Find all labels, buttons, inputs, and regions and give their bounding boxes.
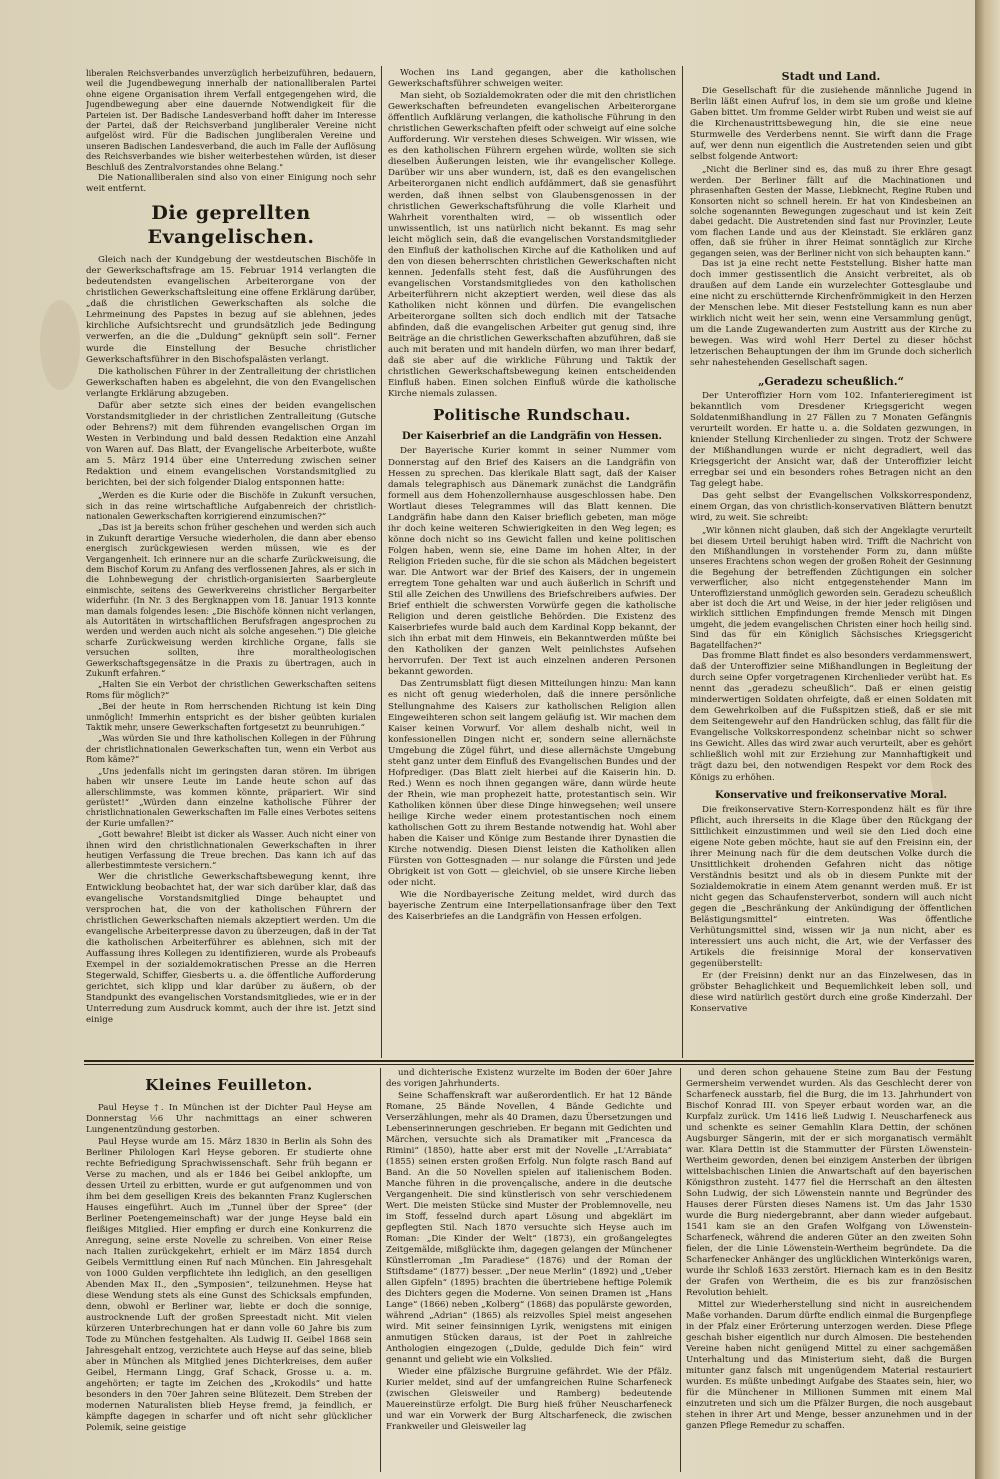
intro-paragraph-2: Die Nationalliberalen sind also von einer Einigung noch sehr weit entfernt. xyxy=(86,173,376,195)
paragraph: Seine Schaffenskraft war außerordentlich. Er hat 12 Bände Romane, 25 Bände Novellen, 4 Bände Gedichte und Verserzählungen, mehr als 40 Dramen, dazu Übersetzungen und Lebenserinnerungen geschrieben. Er begann mit Gedichten und Märchen, versuchte sich als Dramatiker mit „Francesca da Rimini“ (1850), hatte aber erst mit der Novelle „L'Arrabiata“ (1855) seinen ersten großen Erfolg. Nun folgte rasch Band auf Band. An die 50 Novellen spielen auf italienischem Boden. Manche führen in die provençalische, andere in die deutsche Vergangenheit. Die sind künstlerisch von sehr verschiedenem Wert. Die meisten Stücke sind Muster der Problemnovelle, neu im Stoff, fesselnd durch apart Lösung und abgeklärt im gepflegten Stil. Nach 1870 versuchte sich Heyse auch im Roman: „Die Kinder der Welt“ (1873), ein großangelegtes Zeitgemälde, mißglückte ihm, dagegen gelangen der Münchener Künstlerroman „Im Paradiese“ (1876) und der Roman der Stiftsdame“ (1877) besser. „Der neue Merlin“ (1892) und „Ueber allen Gipfeln“ (1895) brachten die übertriebene heftige Polemik des Dichters gegen die Moderne. Von seinen Dramen ist „Hans Lange“ (1866) neben „Kolberg“ (1868) das populärste geworden, während „Adrian“ (1865) als reizvolles Spiel meist angesehen wird. Mit seiner feinsinnigen Lyrik, wenigstens mit einigen anmutigen Stücken daraus, ist der Poet in zahlreiche Anthologien eingezogen („Dulde, gedulde Dich fein“ wird genannt und geliebt wie ein Volkslied. xyxy=(386,1091,672,1365)
intro-paragraph: liberalen Reichsverbandes unverzüglich herbeizuführen, bedauern, weil die Jugendbewegung innerhalb der nationalliberalen Partei ohne eigene Organisation ihrem Verfall entgegengehen wird, die Jugendbewegung aber eine dauernde Notwendigkeit für die Parteien ist. Der Badische Landesverband hofft daher im Interesse der Partei, daß der Reichsverband jungliberaler Vereine nicht aufgelöst wird. Für die Badischen jungliberalen Vereine und unseren Badischen Landesverband, die auch im Falle der Auflösung des Reichsverbandes wie bisher weiterbestehen würden, ist dieser Beschluß des Zentralvorstandes ohne Belang." xyxy=(86,68,376,172)
paragraph: „Das ist ja bereits schon früher geschehen und werden sich auch in Zukunft derartige Versuche wiederholen, die dann aber ebenso energisch zurückgewiesen werden müssen, wie es der Vergangenheit. Ich erinnere nur an die scharfe Zurückweisung, die dem Bischof Korum zu Anfang des verflossenen Jahres, als er sich in die Lohnbewegung der christlich-organisierten Saarbergleute einmischte, seitens des Gewerkvereins christlicher Bergarbeiter widerfuhr. (In Nr. 3 des Bergknappen vom 18. Januar 1913 konnte man damals folgendes lesen: „Die Bischöfe können nicht verlangen, als Autoritäten in wirtschaftlichen Berufsfragen angesprochen zu werden und werden auch nicht als solche angesehen.“) Die gleiche scharfe Zurückweisung werden kirchliche Organe, falls sie versuchen sollten, ihre moraltheologischen Gewerkschaftsgegensätze in die Praxis zu übertragen, auch in Zukunft erfahren.“ xyxy=(86,522,376,679)
article-body xyxy=(388,68,676,400)
paragraph: und deren schon gehauene Steine zum Bau der Festung Germersheim verwendet wurden. Als das Geschlecht derer von Scharfeneck ausstarb, fiel die Burg, die im 13. Jahrhundert von Bischof Konrad III. von Speyer erbaut worden war, an die Kurpfalz zurück. Um 1416 ließ Ludwig I. Neuscharfeneck aus und schenkte es seiner Gemahlin Klara Dettin, der schönen Augsburger Sängerin, mit der er sich morganatisch vermählt war. Klara Dettin ist die Stammutter der Fürsten Löwenstein-Wertheim geworden, denen bei einzigem Ansterben der übrigen wittelsbachischen Linien die Anwartschaft auf den bayerischen Königsthron zusteht. 1477 fiel die Herrschaft an den ältesten Sohn Ludwig, der sich Löwenstein nannte und Begründer des Hauses derer Fürsten dieses Namens ist. Um das Jahr 1530 wurde die Burg niedergebrannt, aber dann wieder aufgebaut. 1541 kam sie an den Grafen Wolfgang von Löwenstein-Scharfeneck, während die anderen Güter an den zweiten Sohn fielen, der die Linie Löwenstein-Wertheim begründete. Da die Scharfenecker Anhänger des unglücklichen Winterkönigs waren, wurde ihr Schloß 1633 zerstört. Hiernach kam es in den Besitz der Grafen von Wertheim, die es bis zur französischen Revolution behielt. xyxy=(686,1068,972,1298)
feuilleton-divider xyxy=(84,1060,974,1062)
headline-feuilleton: Kleines Feuilleton. xyxy=(145,1076,313,1094)
article-body xyxy=(690,805,972,1016)
headline-moral: Konservative und freikonservative Moral. xyxy=(714,789,948,801)
paragraph: Wer die christliche Gewerkschaftsbewegung kennt, ihre Entwicklung beobachtet hat, der war sich darüber klar, daß das evangelische Vorstandsmitglied Dinge behauptet und versprochen hat, die von der katholischen Führern der christlichen Gewerkschaften niemals akzeptiert werden. Um die evangelische Arbeiterpresse davon zu überzeugen, daß in der Tat die katholischen Arbeiterführer es ablehnen, sich mit der Auffassung ihres Kollegen zu identifizieren, wurde als Probeaufs Exempel in der sozialdemokratischen Presse an die Herren Stegerwald, Schiffer, Giesberts u. a. die öffentliche Aufforderung gerichtet, sich klipp und klar darüber zu äußern, ob der Standpunkt des evangelischen Vorstandsmitgliedes, wie er in der Unterredung zum Ausdruck kommt, auch der ihre ist. Jetzt sind einige xyxy=(86,871,376,1026)
paragraph: Dafür aber setzte sich eines der beiden evangelischen Vorstandsmitglieder in der christlichen Zentralleitung (Gutsche oder Behrens?) mit dem führenden evangelischen Organ im Westen in Verbindung und bald dessen Redaktion eine Anzahl von Waren auf. Das Blatt, der Evangelische Arbeiterbote, wußte am 5. März 1914 über eine Unterredung zwischen seiner Redaktion und einem evangelischen Vorstandsmitglied zu berichten, bei der sich folgender Dialog entsponnen hatte: xyxy=(86,400,376,489)
feuilleton-body xyxy=(686,1068,972,1432)
paragraph: Die katholischen Führer in der Zentralleitung der christlichen Gewerkschaften haben es abgelehnt, die von den Evangelischen verlangte Erklärung abzugeben. xyxy=(86,366,376,399)
paragraph: Er (der Freisinn) denkt nur an das Einzelwesen, das in gröbster Behaglichkeit und Bequemlichkeit leben soll, und diese wird natürlich gestört durch eine große Kinderzahl. Der Konservative xyxy=(690,971,972,1015)
paper-stain xyxy=(40,300,80,390)
paragraph: Man sieht, ob Sozialdemokraten oder die mit den christlichen Gewerkschaften befreundeten evangelischen Arbeiterorgane öffentlich Aufklärung verlangen, die katholische Führung in den christlichen Gewerkschaften pfeift oder schweigt auf eine solche Aufforderung. Wir verstehen dieses Schweigen. Wir wissen, wie es den katholischen Führern ergehen würde, wollten sie sich dieselben Äußerungen leisten, wie ihr evangelischer Kollege. Darüber wir uns aber wundern, ist, daß es den evangelischen Arbeiterorganen nicht endlich aufdämmert, daß sie genasführt werden, daß ihnen selbst von Glaubensgenossen in der christlichen Gewerkschaftsführung die volle Klarheit und Wahrheit vorenthalten wird, — ob wissentlich oder unwissentlich, ist uns natürlich nicht bekannt. Es mag sehr leicht möglich sein, daß die evangelischen Vorstandsmitglieder den Einfluß der katholischen Kirche auf die Katholiken und auf den von diesen beherrschten christlichen Gewerkschaften nicht kennen. Jedenfalls steht fest, daß die Ausführungen des evangelischen Vorstandsmitgliedes von den katholischen Arbeiterführern nicht akzeptiert werden, weil diese das als Katholiken nicht können und dürfen. Die evangelischen Arbeiterorgane sollten sich doch endlich mit der Tatsache abfinden, daß die evangelischen Arbeiter gut genug sind, ihre Beiträge an die christlichen Gewerkschaften abzuführen, daß sie auch mit beraten und mit handeln dürfen, wo man ihrer bedarf, daß sie aber auf die wirkliche Führung und Taktik der christlichen Gewerkschaftsbewegung keinen entscheidenden Einfluß haben. Einen solchen Einfluß würde die katholische Kirche niemals zulassen. xyxy=(388,91,676,400)
paragraph: Der Unteroffizier Horn vom 102. Infanterieregiment ist bekanntlich vom Dresdener Kriegsgericht wegen Soldatenmißhandlung in 27 Fällen zu 7 Monaten Gefängnis verurteilt worden. Er hatte u. a. die Soldaten gezwungen, in kniender Stellung Kirchenlieder zu singen. Trotz der Schwere der Mißhandlungen wurde er nicht degradiert, weil das Kriegsgericht der Ansicht war, daß der Unteroffizier leicht erregbar sei und ein besonders rohes Betragen nicht an den Tag gelegt habe. xyxy=(690,390,972,489)
paragraph: „Halten Sie ein Verbot der christlichen Gewerkschaften seitens Roms für möglich?“ xyxy=(86,679,376,700)
headline-geprellten: Die geprellten Evangelischen. xyxy=(147,202,315,249)
subhead-kaiserbrief: Der Kaiserbrief an die Landgräfin von Hessen. xyxy=(401,431,663,443)
feuilleton-column-3 xyxy=(686,1068,972,1471)
paragraph: Mittel zur Wiederherstellung sind nicht in ausreichendem Maße vorhanden. Darum dürfte endlich einmal die Burgenpflege in der Pfalz einer Erörterung unterzogen werden. Diese Pflege geschah bisher eigentlich nur durch Almosen. Die bestehenden Vereine haben nicht genügend Mittel zu einer sachgemäßen Unterhaltung und das Ministerium sieht, daß die Burgen mitunter ganz falsch mit ungenügendem Material restauriert wurden. Es müßte unbedingt Aufgabe des Staates sein, hier, wo für die Münchener in Millionen Summen mit einem Mal einzutreten und sich um die Pfälzer Burgen, die noch ausgebaut stehen in ihrer Art und Menge, besser anzunehmen und in der ganzen Pflege Remedur zu schaffen. xyxy=(686,1300,972,1431)
column-divider xyxy=(381,66,382,1058)
paragraph: Das geht selbst der Evangelischen Volkskorrespondenz, einem Organ, das von christlich-konservativen Blättern benutzt wird, zu weit. Sie schreibt: xyxy=(690,490,972,524)
paragraph: Die freikonservative Stern-Korrespondenz hält es für ihre Pflicht, auch ihrerseits in die Klage über den Rückgang der Sittlichkeit einzustimmen und weil sie den Lied doch eine eigene Note geben möchte, haut sie auf den Freisinn ein, der ihrer Meinung nach für die dem deutschen Volke durch die Unsittlichkeit drohenden Gefahren nicht das nötige Verständnis besitzt und als ob in diesem Punkte mit der Sozialdemokratie in einem Atem genannt werden muß. Er ist nicht gegen das Schaufensterverbot, sondern will auch nicht gegen die „Beschränkung der Ankündigung der öffentlichen Belästigungsmittel“ eintreten. Was öffentliche Verhütungsmittel sind, wissen wir ja nun nicht, aber es interessiert uns auch nicht, die Art, wie der Verfasser des Artikels die freisinnige Moral der konservativen gegenüberstellt: xyxy=(690,804,972,970)
paragraph: Wochen ins Land gegangen, aber die katholischen Gewerkschaftsführer schweigen weiter. xyxy=(388,68,676,90)
feuilleton-body xyxy=(386,1068,672,1433)
paragraph: „Bei der heute in Rom herrschenden Richtung ist kein Ding unmöglich! Immerhin entspricht es der bisher geübten kurialen Taktik mehr, unsere Gewerkschaften fortgesetzt zu beunruhigen.“ xyxy=(86,701,376,733)
headline-stadt-und-land: Stadt und Land. xyxy=(781,70,881,83)
paragraph: „Uns jedenfalls nicht im geringsten daran stören. Im übrigen haben wir unsere Leute im Lande heute schon auf das allerschlimmste, was kommen könnte, präpariert. Wir sind gerüstet!“ „Würden dann einzelne katholische Führer der christlichnationalen Gewerkschaften im Falle eines Verbotes seitens der Kurie umfallen?“ xyxy=(86,765,376,828)
paragraph: Die Gesellschaft für die zusiehende männliche Jugend in Berlin läßt einen Aufruf los, in dem sie um große und kleine Gaben bittet. Um fromme Gelder wirbt Ruben und weist sie auf die Kirchenaustrittsbewegung hin, die sie eine neue Sturmwelle des Verderbens nennt. Sie wirft dann die Frage auf, wer denn nun eigentlich die Austretenden seien und gibt selbst folgende Antwort: xyxy=(690,86,972,163)
paragraph: Das ist ja eine recht nette Feststellung. Bisher hatte man doch immer gestissentlich die Ansicht verbreitet, als ob draußen auf dem Lande ein wurzelechter Gottesglaube und eine nicht zu erschütternde Kirchenfrömmigkeit in den Herzen der Menschen lebe. Mit dieser Feststellung kann es nun aber wirklich nicht weit her sein, wenn eine Versammlung genügt, um die Lande Zugewanderten zum Austritt aus der Kirche zu bewegen. Was wird wohl Herr Dertel zu dieser höchst letzerischen Behauptungen der ihm im Grunde doch sicherlich sehr nahestehenden Gesellschaft sagen. xyxy=(690,259,972,369)
article-body xyxy=(690,391,972,784)
column-divider xyxy=(682,66,683,1058)
paragraph: Paul Heyse wurde am 15. März 1830 in Berlin als Sohn des Berliner Philologen Karl Heyse geboren. Er studierte ohne rechte Befriedigung Sprachwissenschaft. Sehr früh begann er Verse zu machen, und als er 1846 bei Geibel anklopfte, um dessen Urteil zu erbitten, wurde er gut aufgenommen und von ihm bei dem geselligen Kreis des bekannten Franz Kuglerschen Hauses eingeführt. Auch im „Tunnel über der Spree“ (der Berliner Poetengemeinschaft) war der junge Heyse bald ein fleißiges Mitglied. Hier empfing er durch eine Konkurrenz die Anregung, seine erste Novelle zu schreiben. Von einer Reise nach Italien zurückgekehrt, erhielt er im März 1854 durch Geibels Vermittlung einen Ruf nach München. Ein Jahresgehalt von 1000 Gulden verpflichtete ihn lediglich, an den geselligen Abenden Max II., den „Symposien“, teilzunehmen. Heyse hat diese Wendung stets als eine Gunst des Schicksals empfunden, denn, obwohl er Berliner war, liebte er doch die sonnige, austrocknende Luft der großen Spreestadt nicht. Mit vielen kürzeren Unterbrechungen hat er dann volle 60 Jahre bis zum Tode zu München festgehalten. Als Ludwig II. Geibel 1868 sein Jahresgehalt entzog, verzichtete auch Heyse auf das seine, blieb aber in München als Mitglied jenes Dichterkreises, dem außer Geibel, Hermann Lingg, Graf Schack, Grosse u. a. m. angehörten; er tagte im Zeichen des „Krokodils“ und hatte besonders in den 70er Jahren seine Blütezeit. Dem Streben der modernen Naturalisten blieb Heyse fremd, ja feindlich, er kämpfte dagegen in scharfer und oft nicht sehr glücklicher Polemik, seine geistige xyxy=(86,1137,372,1433)
paragraph: Wie die Nordbayerische Zeitung meldet, wird durch das bayerische Zentrum eine Interpellationsanfrage über den Text des Kaiserbriefes an die Landgräfin von Hessen erfolgen. xyxy=(388,890,676,923)
paragraph: Der Bayerische Kurier kommt in seiner Nummer vom Donnerstag auf den Brief des Kaisers an die Landgräfin von Hessen zu sprechen. Das klerikale Blatt sagt, daß der Kaiser damals telegraphisch aus Dänemark zunächst die Landgräfin formell aus dem Hohenzollernhause ausgeschlossen habe. Den Wortlaut dieses Telegrammes will das Blatt kennen. Die Landgräfin habe dann den Kaiser brieflich gebeten, man möge ihr doch keine weiteren Schwierigkeiten in den Weg legen; es könne doch nicht so ins Gewicht fallen und keine politischen Folgen haben, wenn sie, eine Dame im hohen Alter, in der Religion Frieden suche, für die sie schon als Mädchen begeistert war. Die Antwort war der Brief des Kaisers, der in ungemein erregtem Tone gehalten war und auch äußerlich in Schrift und Stil alle Zeichen des Unwillens des Briefschreibers aufwies. Der Brief enthielt die schwersten Vorwürfe gegen die katholische Religion und deren geistliche Behörden. Die Existenz des Kaiserbriefes wurde bald auch dem Kardinal Kopp bekannt, der sich ihn erbat mit dem Hinweis, ein Bekanntwerden müßte bei den Katholiken der ganzen Welt peinlichstes Aufsehen hervorrufen. Der Text ist auch einzelnen anderen Personen bekannt geworden. xyxy=(388,446,676,678)
paragraph: „Nicht die Berliner sind es, das muß zu ihrer Ehre gesagt werden. Der Berliner fällt auf die Machinationen und phrasenhaften Gesten der Masse, Liebknecht, Regine Ruben und Konsorten nicht so schnell herein. Er hat von Kindesbeinen an solche sogenannten Bewegungen zugeschaut und ist kein Zeit dabei gedacht. Die Austretenden sind fast nur Provinzler, Leute vom flachen Lande und aus der Kleinstadt. Sie erklären ganz offen, daß sie früher in ihrer Heimat sonntäglich zur Kirche gegangen seien, was der Berliner nicht von sich behaupten kann.“ xyxy=(690,164,972,258)
column-divider xyxy=(680,1068,681,1472)
feuilleton-column-1 xyxy=(86,1076,372,1471)
paragraph: Das Zentrumsblatt fügt diesen Mitteilungen hinzu: Man kann es nicht oft genug wiederholen, daß die innere persönliche Stellungnahme des Kaisers zur katholischen Religion allen Eingeweihteren schon seit langem geläufig ist. Wir machen dem Kaiser keinen Vorwurf. Vor allem deshalb nicht, weil in konfessionellen Dingen nicht er, sondern seine allernächste Umgebung die Zügel führt, und diese allernächste Umgebung steht ganz unter dem Einfluß des Evangelischen Bundes und der Hofprediger. (Das Blatt zielt hierbei auf die Kaiserin hin. D. Red.) Wenn es noch ihnen gegangen wäre, dann würde heute der Rhein, wie man prophezeit hatte, protestantisch sein. Wir Katholiken können über diese Dinge hinwegsehen; weil unsere heilige Kirche weder einem protestantischen noch einem katholischen Gott zu ihrem Bestande notwendig hat. Wohl aber haben die Kaiser und Könige zum Bestande ihrer Dynastien die Kirche notwendig. Diesen Dienst leisten die Katholiken allen Fürsten von Gottesgnaden — nur solange die Fürsten und jede Obrigkeit ist von Gott — gleichviel, ob sie unsere Kirche lieben oder nicht. xyxy=(388,679,676,889)
headline-scheusslich: „Geradezu scheußlich.“ xyxy=(758,374,904,388)
paragraph: „Werden es die Kurie oder die Bischöfe in Zukunft versuchen, sich in das reine wirtschaftliche Aufgabenreich der christlich-nationalen Gewerkschaften korrigierend einzumischen?“ xyxy=(86,490,376,521)
paragraph: Wieder eine pfälzische Burgruine gefährdet. Wie der Pfälz. Kurier meldet, sind auf der umfangreichen Ruine Scharfeneck (zwischen Gleisweiler und Ramberg) bedeutende Mauereinstürze erfolgt. Die Burg hieß früher Neuscharfeneck und war ein Vorwerk der Burg Altscharfeneck, die zwischen Frankweiler und Gleisweiler lag xyxy=(386,1367,672,1432)
page-binding-edge xyxy=(975,0,1000,1479)
column-1 xyxy=(86,68,376,1058)
column-3 xyxy=(690,68,972,1058)
feuilleton-column-2 xyxy=(386,1068,672,1471)
paragraph: Das fromme Blatt findet es also besonders verdammenswert, daß der Unteroffizier seine Mißhandlungen in Begleitung der durch seine Opfer vorgetragenen Kirchenlieder verübt hat. Es nennt das „geradezu scheußlich“. Daß er einen geistig minderwertigen Soldaten ohrfeigte, daß er einen Soldaten mit dem Gewehrkolben auf die Fußspitzen stieß, daß er sie mit dem Seitengewehr auf den Handrücken schlug, das fällt für die Evangelische Volkskorrespondenz scheinbar nicht so schwer ins Gewicht. Alles das wird zwar auch verurteilt, aber es gehört schließlich wohl mit zur Erziehung zur Mannhaftigkeit und trägt dazu bei, den notwendigen Respekt vor dem Rock des Königs zu erhöhen. xyxy=(690,650,972,783)
feuilleton-body xyxy=(86,1103,372,1434)
paragraph: „Wir können nicht glauben, daß sich der Angeklagte verurteilt bei diesem Urteil beruhigt haben wird. Trifft die Nachricht von den Mißhandlungen in vorstehender Form zu, dann müßte unseres Erachtens schon wegen der großen Roheit der Gesinnung die Begehung der betreffenden Züchtigungen ein solcher verwerflicher, also nicht entgegenstehender Mann im Unteroffizierstand unmöglich geworden sein. Geradezu scheußlich aber ist doch die Art und Weise, in der hier jeder religiösen und wirklich sittlichen Empfindungen fremde Mensch mit Dingen umgeht, die jedem evangelischen Christen einer hoch heilig sind. Sind das für ein Königlich Sächsisches Kriegsgericht Bagatellfachen?“ xyxy=(690,525,972,650)
paragraph: „Was würden Sie und Ihre katholischen Kollegen in der Führung der christlichnationalen Gewerkschaften tun, wenn ein Verbot aus Rom käme?“ xyxy=(86,733,376,765)
article-body xyxy=(86,255,376,1026)
paragraph: „Gott bewahre! Bleibt ist dicker als Wasser. Auch nicht einer von ihnen wird den christlichnationalen Gewerkschaften in ihrer heutigen Verfassung die Treue brechen. Das kann ich auf das allerbestimmteste versichern.“ xyxy=(86,829,376,871)
paragraph: Paul Heyse †. In München ist der Dichter Paul Heyse am Donnerstag ½6 Uhr nachmittags an einer schweren Lungenentzündung gestorben. xyxy=(86,1103,372,1135)
article-body xyxy=(388,446,676,923)
column-2 xyxy=(388,68,676,1058)
paragraph: Gleich nach der Kundgebung der westdeutschen Bischöfe in der Gewerkschaftsfrage am 15. Februar 1914 verlangten die bedeutendsten evangelischen Arbeiterorgane von der christlichen Gewerkschaftsleitung eine offene Erklärung darüber, „daß die christlichen Gewerkschaften als solche die Lehrmeinung des Papstes in bezug auf sie ablehnen, jedes kirchliche Aufsichtsrecht und grundsätzlich jede Bedingung verwerfen, an die die „Duldung“ geknüpft sein soll“. Ferner wurde die Einstellung der Besuche christlicher Gewerkschaftsführer in den Bischofspalästen verlangt. xyxy=(86,255,376,365)
column-divider xyxy=(380,1068,381,1472)
article-body xyxy=(690,86,972,369)
paragraph: und dichterische Existenz wurzelte im Boden der 60er Jahre des vorigen Jahrhunderts. xyxy=(386,1068,672,1089)
feuilleton-divider xyxy=(84,1064,974,1065)
headline-rundschau: Politische Rundschau. xyxy=(433,406,631,425)
